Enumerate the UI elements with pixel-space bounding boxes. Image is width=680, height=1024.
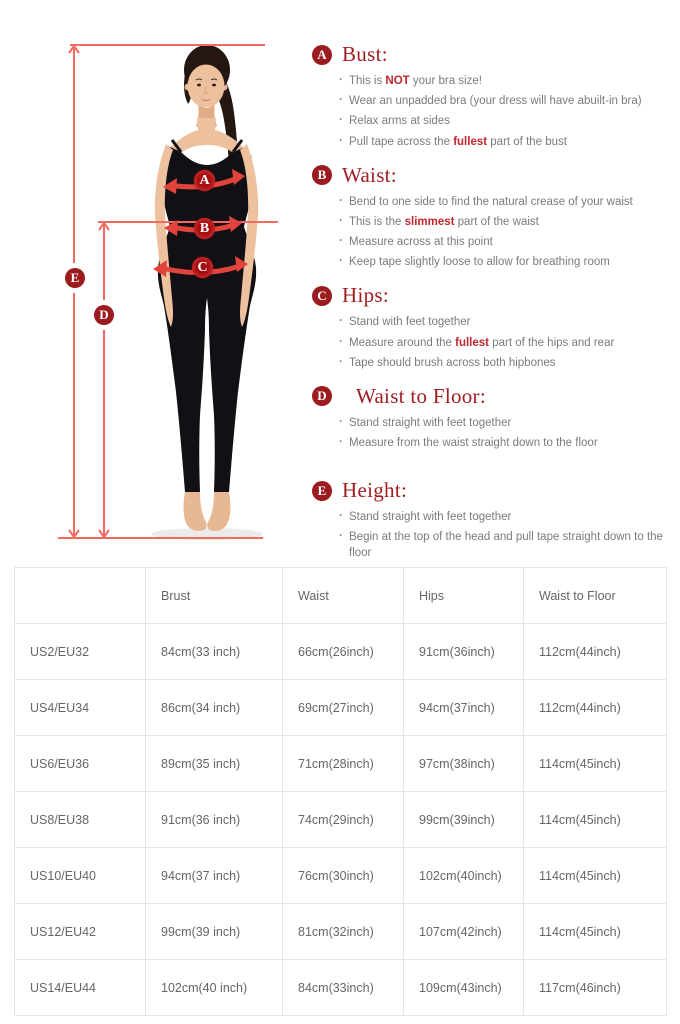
instruction-bullet: · Begin at the top of the head and pull tape straight down to the floor <box>339 530 674 560</box>
instructions-panel <box>312 0 674 574</box>
section-title: Bust: <box>342 42 388 66</box>
header-size <box>15 568 146 624</box>
header-waist: Waist <box>283 568 404 624</box>
instruction-bullet: · Keep tape slightly loose to allow for breathing room <box>339 255 674 270</box>
instruction-bullet: · Stand straight with feet together <box>339 510 674 525</box>
section-title: Waist: <box>342 162 397 187</box>
instruction-bullet: · Measure from the waist straight down to the floor <box>339 436 674 451</box>
size-label: US8/EU38 <box>15 792 146 848</box>
header-hips: Hips <box>404 568 524 624</box>
table-row: US8/EU38 91cm(36 inch) 74cm(29inch) 99cm(39inch) 114cm(45inch) <box>15 792 667 848</box>
size-label: US4/EU34 <box>15 680 146 736</box>
section-hips <box>312 283 674 371</box>
section-waist-to-floor <box>312 384 674 451</box>
instruction-bullet: · Measure across at this point <box>339 235 674 250</box>
table-row: US6/EU36 89cm(35 inch) 71cm(28inch) 97cm(38inch) 114cm(45inch) <box>15 736 667 792</box>
instruction-bullet: · Relax arms at sides <box>339 114 674 129</box>
section-height <box>312 478 674 561</box>
header-bust: Brust <box>146 568 283 624</box>
table-row: US12/EU42 99cm(39 inch) 81cm(32inch) 107cm(42inch) 114cm(45inch) <box>15 904 667 960</box>
instruction-bullet: · Tape should brush across both hipbones <box>339 356 674 371</box>
section-letter-badge: A <box>312 45 332 65</box>
table-row: US14/EU44 102cm(40 inch) 84cm(33inch) 109cm(43inch) 117cm(46inch) <box>15 960 667 1016</box>
bust-marker-badge: A <box>194 170 215 191</box>
waist-to-floor-marker-badge: D <box>94 305 114 325</box>
section-title: Waist to Floor: <box>356 383 486 408</box>
section-letter-badge: D <box>312 386 332 406</box>
woman-photo-silhouette <box>155 45 258 531</box>
size-label: US10/EU40 <box>15 848 146 904</box>
table-header-row <box>15 568 667 624</box>
instruction-bullet: · This is the slimmest part of the waist <box>339 215 674 230</box>
model-figure-illustration <box>0 0 320 562</box>
section-letter-badge: C <box>312 286 332 306</box>
instruction-bullet: · Stand straight with feet together <box>339 416 674 431</box>
section-bust <box>312 42 674 150</box>
table-row: US4/EU34 86cm(34 inch) 69cm(27inch) 94cm(37inch) 112cm(44inch) <box>15 680 667 736</box>
instruction-bullet: · Stand with feet together <box>339 315 674 330</box>
size-label: US2/EU32 <box>15 624 146 680</box>
instruction-bullet: · Bend to one side to find the natural crease of your waist <box>339 195 674 210</box>
instruction-bullet: · This is NOT your bra size! <box>339 74 674 89</box>
size-label: US6/EU36 <box>15 736 146 792</box>
hips-marker-badge: C <box>192 257 213 278</box>
section-letter-badge: E <box>312 481 332 501</box>
instruction-bullet: · Pull tape across the fullest part of the bust <box>339 135 674 150</box>
size-label: US12/EU42 <box>15 904 146 960</box>
header-waist-to-floor: Waist to Floor <box>524 568 667 624</box>
size-chart-table <box>14 567 667 1016</box>
section-title: Height: <box>342 478 408 503</box>
size-label: US14/EU44 <box>15 960 146 1016</box>
section-letter-badge: B <box>312 165 332 185</box>
instruction-bullet: · Wear an unpadded bra (your dress will have abuilt-in bra) <box>339 94 674 109</box>
instruction-bullet: · Measure around the fullest part of the hips and rear <box>339 336 674 351</box>
section-waist <box>312 163 674 271</box>
height-marker-badge: E <box>65 268 85 288</box>
section-title: Hips: <box>342 283 390 308</box>
table-row: US2/EU32 84cm(33 inch) 66cm(26inch) 91cm(36inch) 112cm(44inch) <box>15 624 667 680</box>
table-row: US10/EU40 94cm(37 inch) 76cm(30inch) 102cm(40inch) 114cm(45inch) <box>15 848 667 904</box>
waist-marker-badge: B <box>194 218 215 239</box>
